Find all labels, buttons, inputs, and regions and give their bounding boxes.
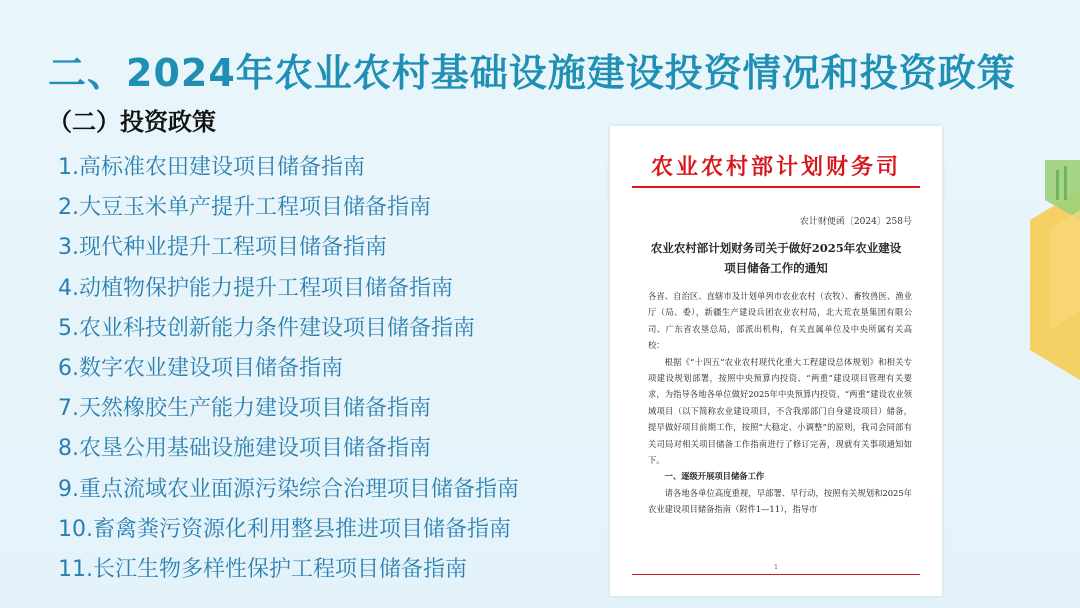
list-item: 2.大豆玉米单产提升工程项目储备指南	[58, 195, 431, 221]
addressee: 各省、自治区、直辖市及计划单列市农业农村（农牧）、畜牧兽医、渔业厅（局、委），新疆生产建设兵团农业农村局，北大荒农垦集团有限公司、广东省农垦总局，部派出机构，有关直属单位及中央所属有关高校：	[648, 291, 912, 351]
list-item: 6.数字农业建设项目储备指南	[58, 355, 343, 381]
slide-subtitle: （二）投资政策	[48, 108, 216, 136]
footer-divider	[632, 574, 920, 575]
list-item: 9.重点流域农业面源污染综合治理项目储备指南	[58, 476, 519, 502]
page-number: 1	[774, 564, 778, 571]
list-item: 7.天然橡胶生产能力建设项目储备指南	[58, 396, 431, 422]
guide-list	[58, 150, 519, 592]
list-item: 5.农业科技创新能力条件建设项目储备指南	[58, 315, 475, 341]
document-title-line-1: 农业农村部计划财务司关于做好2025年农业建设	[650, 241, 902, 255]
list-item: 4.动植物保护能力提升工程项目储备指南	[58, 275, 453, 301]
document-body	[648, 288, 912, 518]
document-title-line-2: 项目储备工作的通知	[724, 261, 828, 275]
slide-title: 二、2024年农业农村基础设施建设投资情况和投资政策	[48, 51, 1016, 95]
paragraph: 根据《“十四五”农业农村现代化重大工程建设总体规划》和相关专项建设规划部署，按照中央预算内投资、“两重”建设项目管理有关要求，为指导各地各单位做好2025年中央预算内投资、“两重”建设农业领域项目（以下简称农业建设项目，不含我部部门自身建设项目）储备，提早做好项目前期工作，按照“大稳定、小调整”的原则，我司会同部有关司局对相关项目储备工作指南进行了修订完善，现就有关事项通知如下。	[648, 356, 912, 466]
document-header: 农业农村部计划财务司	[650, 154, 901, 180]
list-item: 11.长江生物多样性保护工程项目储备指南	[58, 556, 467, 582]
decorative-corner-shape	[990, 160, 1080, 380]
paragraph: 请各地各单位高度重视，早部署、早行动，按照有关规划和2025年农业建设项目储备指南（附件1—11），指导市	[648, 487, 912, 515]
notice-document	[610, 126, 942, 596]
document-number: 农计财便函〔2024〕258号	[799, 217, 912, 227]
list-item: 8.农垦公用基础设施建设项目储备指南	[58, 436, 431, 462]
list-item: 10.畜禽粪污资源化利用整县推进项目储备指南	[58, 516, 511, 542]
list-item: 1.高标准农田建设项目储备指南	[58, 155, 365, 180]
list-item: 3.现代种业提升工程项目储备指南	[58, 235, 387, 261]
section-heading: 一、逐级开展项目储备工作	[664, 471, 765, 482]
document-title	[630, 238, 922, 278]
red-divider	[632, 186, 920, 188]
